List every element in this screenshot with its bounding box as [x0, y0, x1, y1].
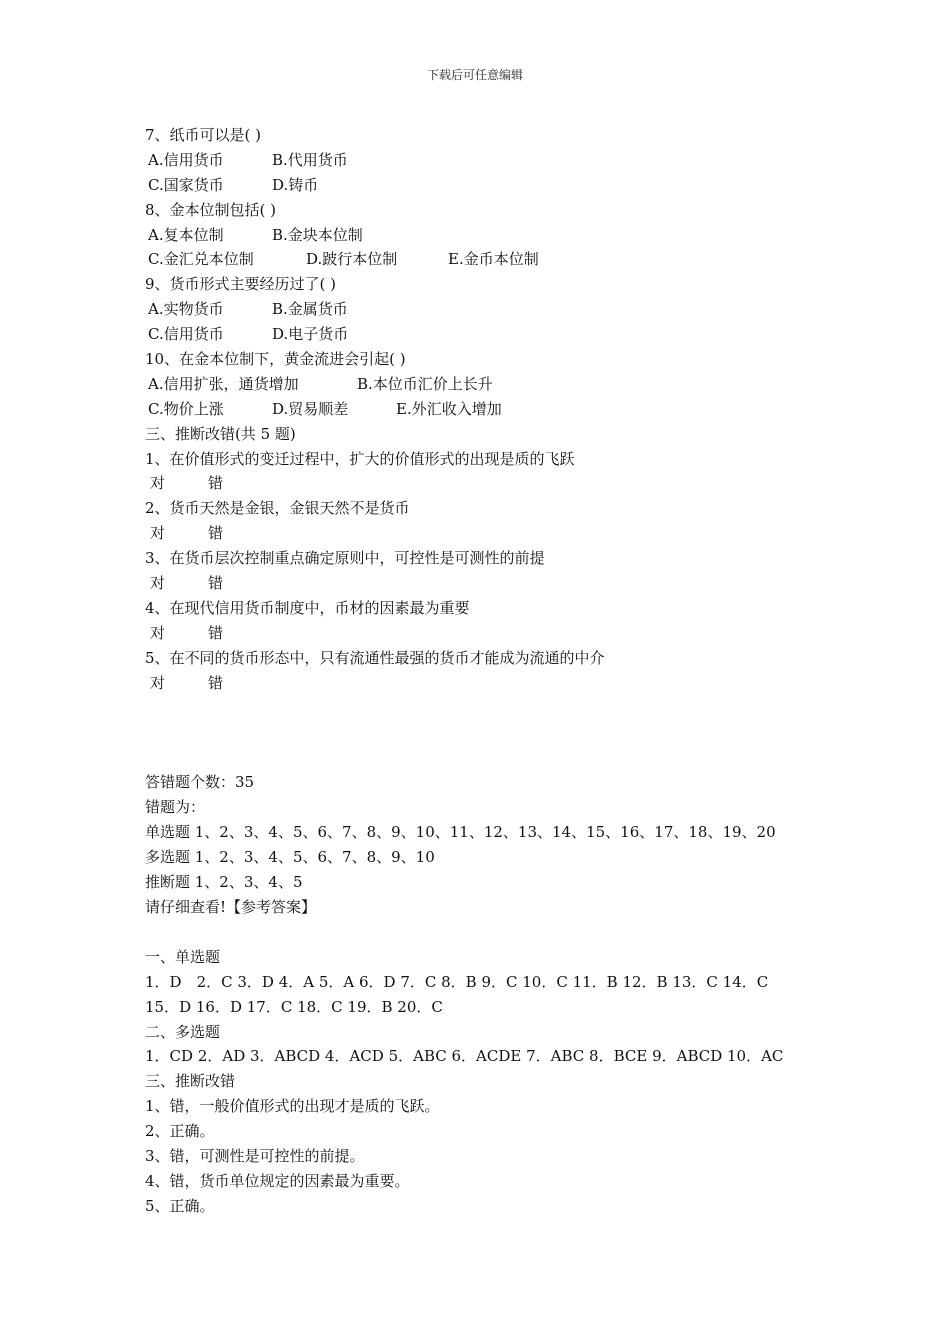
- question-8-options-row1: [145, 223, 845, 248]
- answers-single-line-1: 1．D 2．C 3．D 4．A 5．A 6．D 7．C 8．B 9．C 10．C 11．B 12．B 13．C 14．C: [145, 972, 769, 991]
- choice-wrong[interactable]: 错: [208, 474, 224, 493]
- judge-question-3: 3、在货币层次控制重点确定原则中，可控性是可测性的前提: [145, 549, 545, 568]
- answer-notice: 请仔细查看!【参考答案】: [145, 897, 317, 916]
- answers-judge-item-2: 2、正确。: [145, 1122, 215, 1141]
- question-9-title: 9、货币形式主要经历过了( ): [145, 275, 337, 294]
- question-10-options-row2: [145, 397, 845, 422]
- spacer: [145, 695, 845, 770]
- question-10-title: 10、在金本位制下，黄金流进会引起( ): [145, 350, 406, 369]
- choice-right[interactable]: 对: [150, 524, 166, 543]
- answers-judge-item-3: 3、错，可测性是可控性的前提。: [145, 1146, 365, 1165]
- judge-choices-3: [145, 571, 845, 596]
- answers-judge-item-5: 5、正确。: [145, 1196, 215, 1215]
- option-d: D.铸币: [272, 175, 319, 194]
- option-c: C.金汇兑本位制: [148, 250, 254, 269]
- option-e: E.外汇收入增加: [396, 399, 502, 418]
- option-d: D.电子货币: [272, 325, 349, 344]
- choice-wrong[interactable]: 错: [208, 673, 224, 692]
- option-a: A.复本位制: [148, 225, 224, 244]
- answers-single-title: 一、单选题: [145, 947, 221, 966]
- section-3-title: 三、推断改错(共 5 题): [145, 424, 296, 443]
- question-9-options-row1: [145, 297, 845, 322]
- option-a: A.信用货币: [148, 150, 224, 169]
- judge-question-1: 1、在价值形式的变迁过程中，扩大的价值形式的出现是质的飞跃: [145, 449, 575, 468]
- choice-wrong[interactable]: 错: [208, 574, 224, 593]
- question-10-options-row1: [145, 372, 845, 397]
- option-c: C.信用货币: [148, 325, 224, 344]
- answers-multi-line: 1．CD 2．AD 3．ABCD 4．ACD 5．ABC 6．ACDE 7．ABC 8．BCE 9．ABCD 10．AC: [145, 1047, 784, 1066]
- judge-choices-2: [145, 521, 845, 546]
- question-8-options-row2: [145, 247, 845, 272]
- option-a: A.实物货币: [148, 300, 224, 319]
- choice-right[interactable]: 对: [150, 574, 166, 593]
- answers-single-line-2: 15．D 16．D 17．C 18．C 19．B 20．C: [145, 997, 443, 1016]
- wrong-count: 答错题个数：35: [145, 773, 255, 792]
- option-e: E.金币本位制: [448, 250, 539, 269]
- option-b: B.金块本位制: [272, 225, 363, 244]
- wrong-judge-list: 推断题 1、2、3、4、5: [145, 873, 303, 892]
- question-7-options-row2: [145, 173, 845, 198]
- question-9-options-row2: [145, 322, 845, 347]
- option-d: D.贸易顺差: [272, 399, 349, 418]
- option-c: C.物价上涨: [148, 399, 224, 418]
- judge-choices-5: [145, 671, 845, 696]
- judge-choices-1: [145, 471, 845, 496]
- option-d: D.跛行本位制: [306, 250, 398, 269]
- question-7-options-row1: [145, 148, 845, 173]
- answers-judge-item-1: 1、错，一般价值形式的出现才是质的飞跃。: [145, 1097, 440, 1116]
- question-7-title: 7、纸币可以是( ): [145, 126, 262, 144]
- option-b: B.代用货币: [272, 150, 348, 169]
- judge-question-5: 5、在不同的货币形态中，只有流通性最强的货币才能成为流通的中介: [145, 648, 605, 667]
- answers-multi-title: 二、多选题: [145, 1022, 221, 1041]
- choice-wrong[interactable]: 错: [208, 524, 224, 543]
- judge-question-2: 2、货币天然是金银，金银天然不是货币: [145, 499, 410, 518]
- wrong-list-label: 错题为：: [145, 798, 206, 817]
- page-header: 下载后可任意编辑: [426, 68, 523, 82]
- option-b: B.金属货币: [272, 300, 348, 319]
- choice-right[interactable]: 对: [150, 474, 166, 493]
- wrong-single-list: 单选题 1、2、3、4、5、6、7、8、9、10、11、12、13、14、15、16、17、18、19、20: [145, 823, 776, 842]
- judge-choices-4: [145, 621, 845, 646]
- judge-question-4: 4、在现代信用货币制度中，币材的因素最为重要: [145, 598, 470, 617]
- answers-judge-title: 三、推断改错: [145, 1072, 236, 1091]
- question-8-title: 8、金本位制包括( ): [145, 200, 277, 219]
- document-body: [145, 123, 845, 1219]
- spacer: [145, 920, 845, 945]
- choice-right[interactable]: 对: [150, 673, 166, 692]
- option-b: B.本位币汇价上长升: [357, 374, 493, 393]
- answers-judge-item-4: 4、错，货币单位规定的因素最为重要。: [145, 1171, 410, 1190]
- option-a: A.信用扩张，通货增加: [148, 374, 299, 393]
- wrong-multi-list: 多选题 1、2、3、4、5、6、7、8、9、10: [145, 848, 435, 867]
- option-c: C.国家货币: [148, 175, 224, 194]
- choice-right[interactable]: 对: [150, 623, 166, 642]
- choice-wrong[interactable]: 错: [208, 623, 224, 642]
